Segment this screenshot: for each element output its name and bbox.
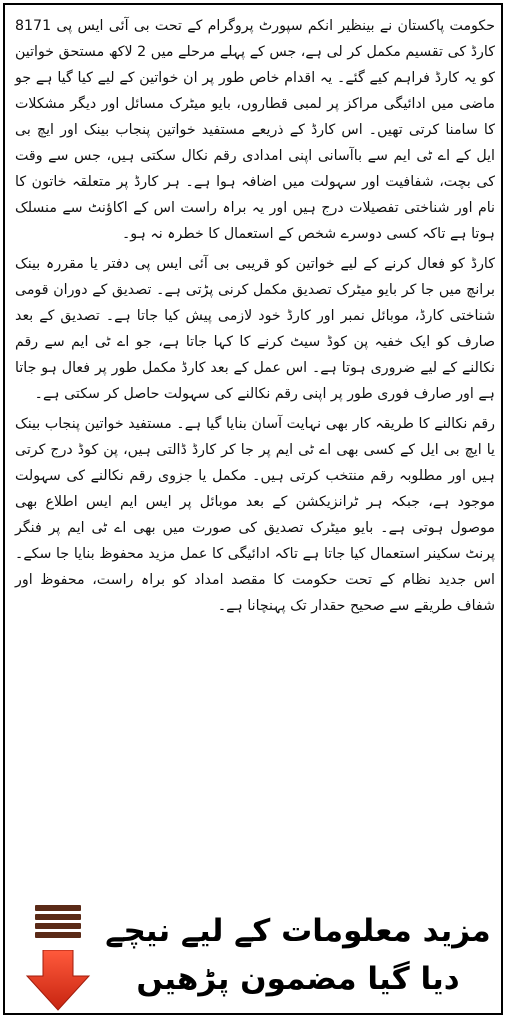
article-paragraph-3: رقم نکالنے کا طریقہ کار بھی نہایت آسان بنایا گیا ہے۔ مستفید خواتین پنجاب بینک یا ایچ بی ایل کے کسی بھی اے ٹی ایم پر جا کر کارڈ ڈالتی ہیں، پن کوڈ درج کرتی ہیں اور مطلوبہ رقم منتخب کرتی ہیں۔ مکمل یا جزوی رقم نکالنے کی سہولت موجود ہے، جبکہ ہر ٹرانزیکشن کے بعد موبائل پر ایس ایم ایس اطلاع بھی موصول ہوتی ہے۔ بایو میٹرک تصدیق کی صورت میں بھی اے ٹی ایم پر فنگر پرنٹ سکینر استعمال کیا جاتا ہے تاکہ ادائیگی کا عمل مزید محفوظ بنایا جا سکے۔ اس جدید نظام کے تحت حکومت کا مقصد امداد کو براہ راست، محفوظ اور شفاف طریقے سے صحیح حقدار تک پہنچانا ہے۔ [15,416,495,614]
article-paragraph-1: حکومت پاکستان نے بینظیر انکم سپورٹ پروگرام کے تحت بی آئی ایس پی 8171 کارڈ کی تقسیم مکمل کر لی ہے، جس کے پہلے مرحلے میں 2 لاکھ مستحق خواتین کو یہ کارڈ فراہم کیے گئے۔ یہ اقدام خاص طور پر ان خواتین کے لیے کیا گیا ہے جو ماضی میں ادائیگی مراکز پر لمبی قطاروں، بایو میٹرک مسائل اور دیگر مشکلات کا سامنا کرتی تھیں۔ اس کارڈ کے ذریعے مستفید خواتین پنجاب بینک اور ایچ بی ایل کے اے ٹی ایم سے باآسانی اپنی امدادی رقم نکال سکتی ہیں، جس سے وقت کی بچت، شفافیت اور سہولت میں اضافہ ہوا ہے۔ ہر کارڈ پر متعلقہ خاتون کا نام اور شناختی تفصیلات درج ہیں اور یہ براہ راست اس کے اکاؤنٹ سے منسلک ہوتا ہے تاکہ کسی دوسرے شخص کے استعمال کا خطرہ نہ ہو۔ [15,18,495,242]
read-more-text [103,907,493,1003]
read-more-banner [5,905,501,1015]
stripes-decoration [35,905,81,941]
article-paragraph-2: کارڈ کو فعال کرنے کے لیے خواتین کو قریبی بی آئی ایس پی دفتر یا مقررہ بینک برانچ میں جا کر بایو میٹرک تصدیق مکمل کرنی پڑتی ہے۔ تصدیق کے دوران قومی شناختی کارڈ، موبائل نمبر اور کارڈ خود لازمی پیش کیا جاتا ہے۔ تصدیق کے بعد صارف کو ایک خفیہ پن کوڈ سیٹ کرنے کا کہا جاتا ہے، جو اے ٹی ایم سے رقم نکالنے کے لیے ضروری ہوتا ہے۔ اس عمل کے بعد کارڈ مکمل طور پر فعال ہو جاتا ہے اور صارف فوری طور پر اپنی رقم نکالنے کی سہولت حاصل کر سکتی ہے۔ [15,256,495,402]
article-frame [3,3,503,1015]
stripe [35,932,81,938]
stripe [35,905,81,911]
cta-line-2: دیا گیا مضمون پڑھیں [136,961,460,997]
stripe [35,923,81,929]
cta-line-1: مزید معلومات کے لیے نیچے [105,913,491,949]
stripe [35,914,81,920]
down-arrow-icon [25,950,91,1012]
article-body [15,13,495,623]
